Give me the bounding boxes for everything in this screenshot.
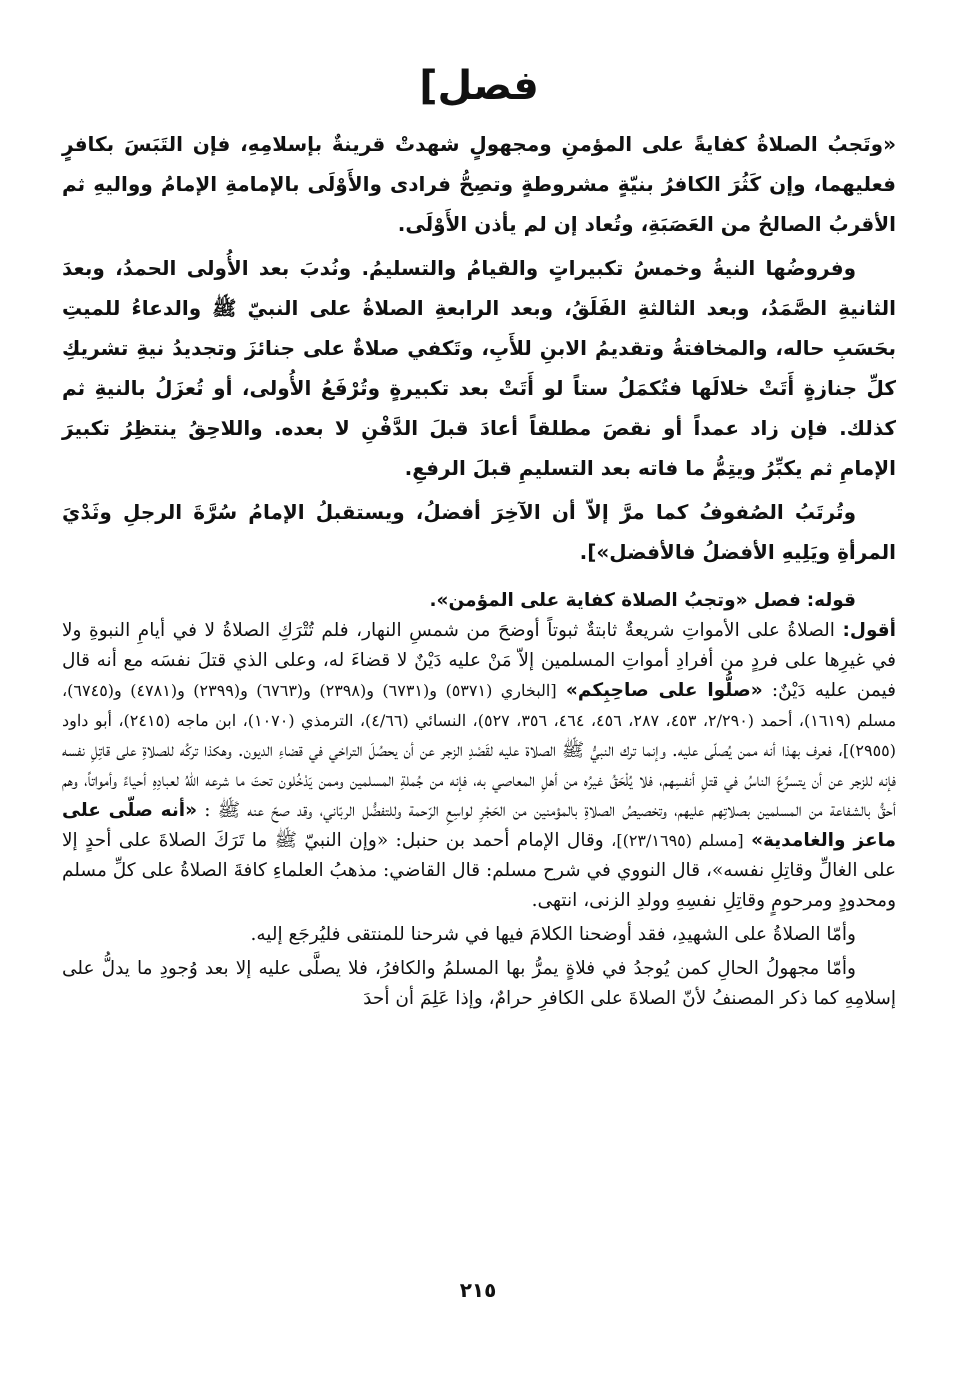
qawluhu-label: قوله: [806,590,856,611]
sharh-paragraph [62,616,896,916]
aqul-label: أقول: [842,620,897,641]
page-number: ٢١٥ [459,1278,497,1302]
matn-text [62,124,896,572]
matn-paragraph: وفروضُها النيةُ وخمسُ تكبيراتٍ والقيامُ والتسليمُ. ونُدبَ بعد الأُولى الحمدُ، وبعدَ الثانيةِ الصَّمَدُ، وبعد الثالثةِ الفَلَقُ، وبعد الرابعةِ الصلاةُ على النبيّ ﷺ والدعاءُ للميتِ بحَسَبِ حاله، والمخافتةُ وتقديمُ الابنِ للأَبِ، وتَكفي صلاةٌ على جنائزَ وتجديدُ نيةِ تشريكِ كلِّ جنازةٍ أَتَتْ خلالَها فتُكمَلُ ستاً لو أَتَتْ بعد تكبيرةٍ وتُرْفَعُ الأُولى، أو تُعزَلُ بالنيةِ ثم كذلك. فإن زاد عمداً أو نقصَ مطلقاً أعادَ قبلَ الدَّفْنِ لا بعده. واللاحِقُ ينتظِرُ تكبيرَ الإمامِ ثم يكبِّرُ ويتِمُّ ما فاته بعد التسليمِ قبلَ الرفعِ. [62,256,896,480]
matn-paragraph: وتُرتَبُ الصُفوفُ كما مرَّ إلاّ أن الآخِرَ أفضلُ، ويستقبلُ الإمامُ سُرَّةَ الرجلِ وثَدْيَ المرأةِ ويَلِيهِ الأفضلُ فالأفضل»]. [62,500,896,564]
sharh-paragraph: وأمّا الصلاةُ على الشهيدِ، فقد أوضحنا الكلامَ فيها في شرحنا للمنتقى فليُرجَع إليه. [250,924,856,945]
qawluhu-text: فصل «وتجبُ الصلاة كفاية على المؤمن». [429,590,801,611]
matn-paragraph: «وتَجبُ الصلاةُ كفايةً على المؤمنِ ومجهولٍ شهدتْ قرينةٌ بإسلامِهِ، فإن التَبَسَ بكافرٍ فعليهما، وإن كَثُرَ الكافرُ بنيّةٍ مشروطةٍ وتصِحُّ فرادى والأَوْلَى بالإمامةِ الإمامُ وواليهِ ثم الأقربُ الصالحُ من العَصَبَةِ، وتُعاد إن لم يأذن الأَوْلَى. [62,132,896,236]
hadith-quote: «أنه صلّى على ماعز والغامدية» [62,800,897,851]
sharh-paragraph: وأمّا مجهولُ الحالِ كمن يُوجدُ في فلاةٍ يمرُّ بها المسلمُ والكافرُ، فلا يصلَّى عليه إلا بعد وُجودِ ما يدلُّ على إسلامِهِ كما ذكر المصنفُ لأنّ الصلاةَ على الكافرِ حرامٌ، وإذا عَلِمَ أن أحدَ [62,958,896,1009]
sharh-text [62,586,896,1014]
sharh-text-run: فعرف بهذا أنه ممن يُصلّى عليه. وإنما ترك النبيُّ ﷺ الصلاة عليه لقَصْدِ الزجر عن أن يحصُلَ التراخي في قضاءِ الديون. وهكذا تركُه للصلاةِ على قاتِلِ نفسه فإنه للزجر عن أن يتسرَّعَ الناسُ في قتلِ أنفسِهم، فلا يُلْحَقُ غيرُه من أهلِ المعاصي به، فإنه من جُملةِ المسلمين وممن يَدْخُلون تحتَ ما شرعه اللهُ لعبادِهِ أحياءً وأمواتاً، وهم أحقُّ بالشفاعة من المسلمين بصلاتِهم عليهم، وتخصيصُ الصلاةِ بالمؤمنين من الحَجْرِ لواسِعِ الرّحمة وللتفضُّل الربّاني، وقد صحّ عنه ﷺ : [62,740,896,821]
sharh-text-run: وقال الإمام أحمد بن حنبل: «وإن النبيّ ﷺ ما تَرَكَ الصلاةَ على أحدٍ إلا على الغالِّ وقاتِلِ نفسه»، قال النووي في شرح مسلم: قال القاضي: مذهبُ العلماءِ كافةَ الصلاةُ على كلِّ مسلم ومحدودٍ ومرحومٍ وقاتِلِ نفسِهِ وولدِ الزنى، انتهى. [62,830,896,911]
sharh-text-run: الصلاةُ على الأمواتِ شريعةٌ ثابتةٌ ثبوتاً أوضحَ من شمسِ النهار، فلم تُتْرَكِ الصلاةُ لا في أيامِ النبوةِ ولا في غيرِها على فردٍ من أفرادِ أمواتِ المسلمين إلاّ مَنْ عليه دَيْنٌ لا قضاءَ له، وعلى الذي قتلَ نفسَه مع أنه قال فيمن عليه دَيْنٌ: [62,620,896,701]
citation: [البخاري (٥٣٧١) و(٦٧٣١) و(٢٣٩٨) و(٦٧٦٣) و(٢٣٩٩) و(٤٧٨١) و(٦٧٤٥)، مسلم (١٦١٩)، أحمد (٢/٢٩٠، ٤٥٣، ٢٨٧، ٤٥٦، ٤٦٤، ٣٥٦، ٥٢٧)، النسائي (٤/٦٦)، الترمذي (١٠٧٠)، ابن ماجه (٢٤١٥)، أبو داود (٢٩٥٥)]، [62,681,897,760]
section-heading: [فصل [419,63,539,109]
qawluhu-line [62,586,896,616]
hadith-quote: «صلُّوا على صاحِبِكم» [565,680,763,701]
citation: [مسلم (٢٣/١٦٩٥)]، [611,831,744,850]
